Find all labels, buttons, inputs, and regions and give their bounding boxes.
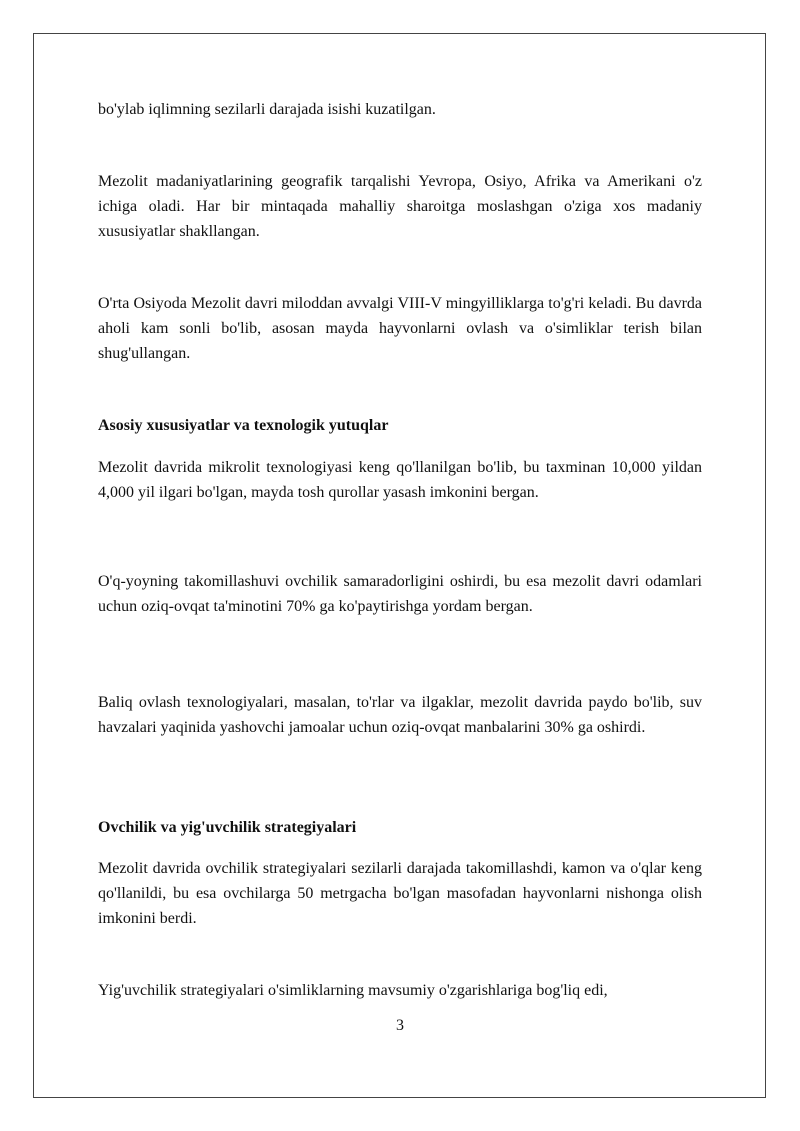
- paragraph-geography: Mezolit madaniyatlarining geografik tarqalishi Yevropa, Osiyo, Afrika va Amerikani o'z ichiga oladi. Har bir mintaqada mahalliy sharoitga moslashgan o'ziga xos madaniy xususiyatlar shakllangan.: [98, 173, 702, 240]
- paragraph-hunting: Mezolit davrida ovchilik strategiyalari sezilarli darajada takomillashdi, kamon va o'qlar keng qo'llanildi, bu esa ovchilarga 50 metrgacha bo'lgan masofadan hayvonlarni nishonga olish imkonini berdi.: [98, 860, 702, 927]
- paragraph-fishing: Baliq ovlash texnologiyalari, masalan, to'rlar va ilgaklar, mezolit davrida paydo bo'lib, suv havzalari yaqinida yashovchi jamoalar uchun oziq-ovqat manbalarini 30% ga oshirdi.: [98, 694, 702, 736]
- section-heading-features: Asosiy xususiyatlar va texnologik yutuqlar: [98, 417, 389, 434]
- paragraph-microlith: Mezolit davrida mikrolit texnologiyasi keng qo'llanilgan bo'lib, bu taxminan 10,000 yildan 4,000 yil ilgari bo'lgan, mayda tosh qurollar yasash imkonini bergan.: [98, 459, 702, 501]
- paragraph-climate: bo'ylab iqlimning sezilarli darajada isishi kuzatilgan.: [98, 101, 436, 118]
- section-heading-hunting: Ovchilik va yig'uvchilik strategiyalari: [98, 819, 357, 836]
- paragraph-central-asia: O'rta Osiyoda Mezolit davri miloddan avvalgi VIII-V mingyilliklarga to'g'ri keladi. Bu davrda aholi kam sonli bo'lib, asosan mayda hayvonlarni ovlash va o'simliklar terish bilan shug'ullangan.: [98, 295, 702, 362]
- paragraph-bow: O'q-yoyning takomillashuvi ovchilik samaradorligini oshirdi, bu esa mezolit davri odamlari uchun oziq-ovqat ta'minotini 70% ga ko'paytirishga yordam bergan.: [98, 573, 702, 615]
- paragraph-gathering: Yig'uvchilik strategiyalari o'simliklarning mavsumiy o'zgarishlariga bog'liq edi,: [98, 982, 608, 999]
- page-number: 3: [396, 1017, 404, 1034]
